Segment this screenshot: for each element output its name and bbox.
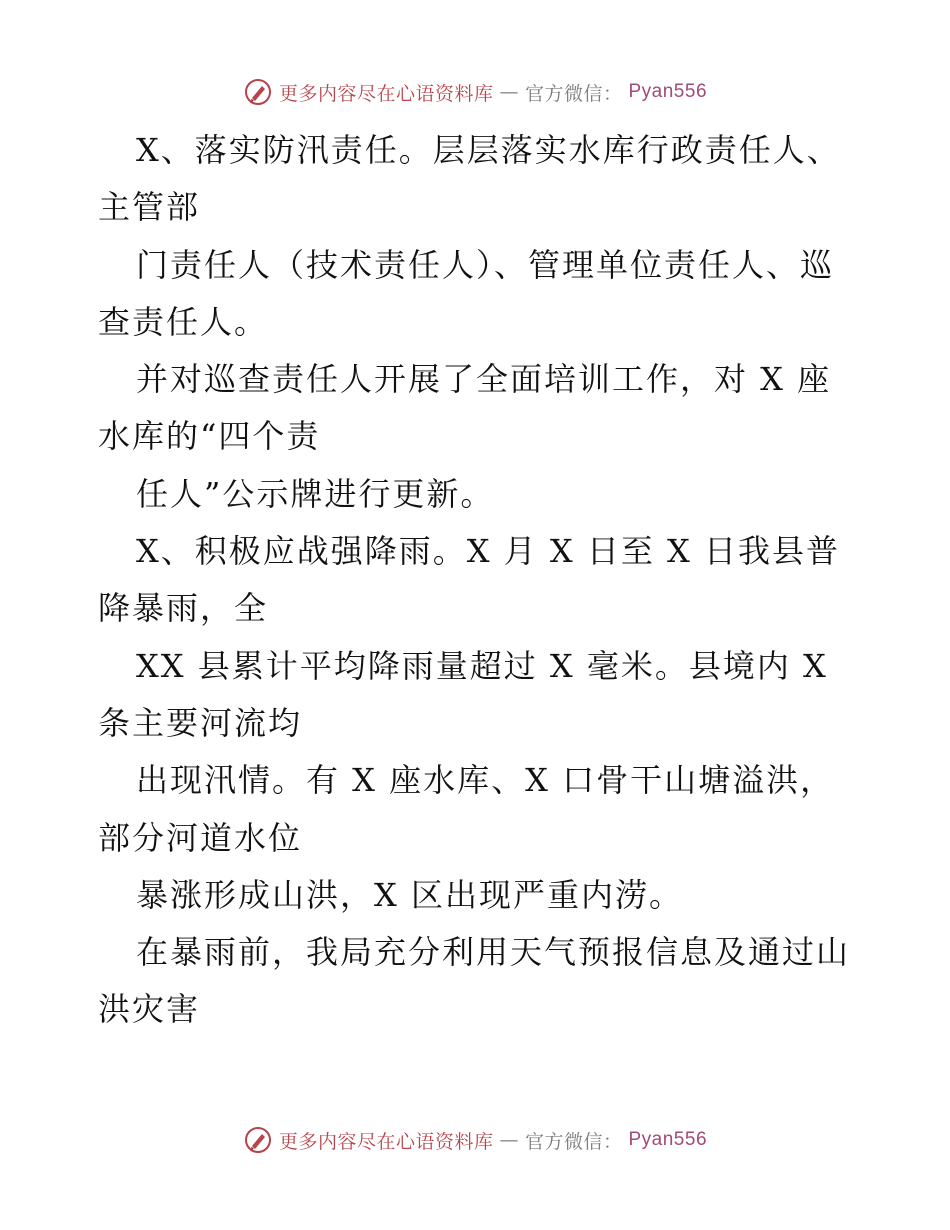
text-line bbox=[98, 810, 858, 867]
pen-logo-icon bbox=[243, 1125, 273, 1155]
banner-wechat-id: Pyan556 bbox=[628, 1129, 708, 1150]
banner-separator: — bbox=[499, 1129, 519, 1151]
text-line bbox=[98, 122, 858, 179]
line-text: X、落实防汛责任。层层落实水库行政责任人、 bbox=[136, 131, 841, 169]
text-line bbox=[98, 867, 858, 924]
text-line bbox=[98, 695, 858, 752]
banner-wechat-label: 官方微信： bbox=[524, 82, 623, 105]
text-line bbox=[98, 351, 858, 408]
line-text: 降暴雨，全 bbox=[98, 589, 269, 628]
banner-prefix: 更多内容尽在心语资料库 bbox=[278, 82, 494, 105]
line-text: 部分河道水位 bbox=[98, 818, 303, 857]
footer-watermark-banner bbox=[0, 1120, 950, 1160]
text-line bbox=[98, 523, 858, 580]
text-line bbox=[98, 237, 858, 294]
text-line bbox=[98, 924, 858, 981]
line-text: 任人”公示牌进行更新。 bbox=[136, 474, 495, 513]
line-text: X、积极应战强降雨。X 月 X 日至 X 日我县普 bbox=[136, 532, 840, 571]
body-text bbox=[98, 122, 858, 1039]
text-line bbox=[98, 466, 858, 523]
line-text: 查责任人。 bbox=[98, 302, 269, 341]
line-text: 并对巡查责任人开展了全面培训工作，对 X 座 bbox=[136, 360, 832, 399]
line-text: 在暴雨前，我局充分利用天气预报信息及通过山 bbox=[136, 933, 851, 972]
line-text: 条主要河流均 bbox=[98, 703, 303, 742]
text-line bbox=[98, 179, 858, 236]
text-line bbox=[98, 638, 858, 695]
banner-wechat-label: 官方微信： bbox=[524, 1130, 623, 1153]
text-line bbox=[98, 981, 858, 1038]
line-text: 暴涨形成山洪，X 区出现严重内涝。 bbox=[136, 875, 683, 914]
banner-separator: — bbox=[499, 81, 519, 103]
line-text: 洪灾害 bbox=[98, 990, 201, 1029]
text-line bbox=[98, 294, 858, 351]
line-text: XX 县累计平均降雨量超过 X 毫米。县境内 X bbox=[136, 646, 828, 685]
line-text: 主管部 bbox=[98, 188, 201, 227]
banner-wechat-id: Pyan556 bbox=[628, 81, 708, 102]
text-line bbox=[98, 408, 858, 465]
text-line bbox=[98, 580, 858, 637]
line-text: 门责任人（技术责任人）、管理单位责任人、巡 bbox=[136, 245, 835, 284]
text-line bbox=[98, 752, 858, 809]
line-text: 水库的“四个责 bbox=[98, 417, 321, 456]
pen-logo-icon bbox=[243, 77, 273, 107]
header-watermark-banner bbox=[0, 72, 950, 112]
banner-prefix: 更多内容尽在心语资料库 bbox=[278, 1130, 494, 1153]
line-text: 出现汛情。有 X 座水库、X 口骨干山塘溢洪， bbox=[136, 761, 835, 800]
